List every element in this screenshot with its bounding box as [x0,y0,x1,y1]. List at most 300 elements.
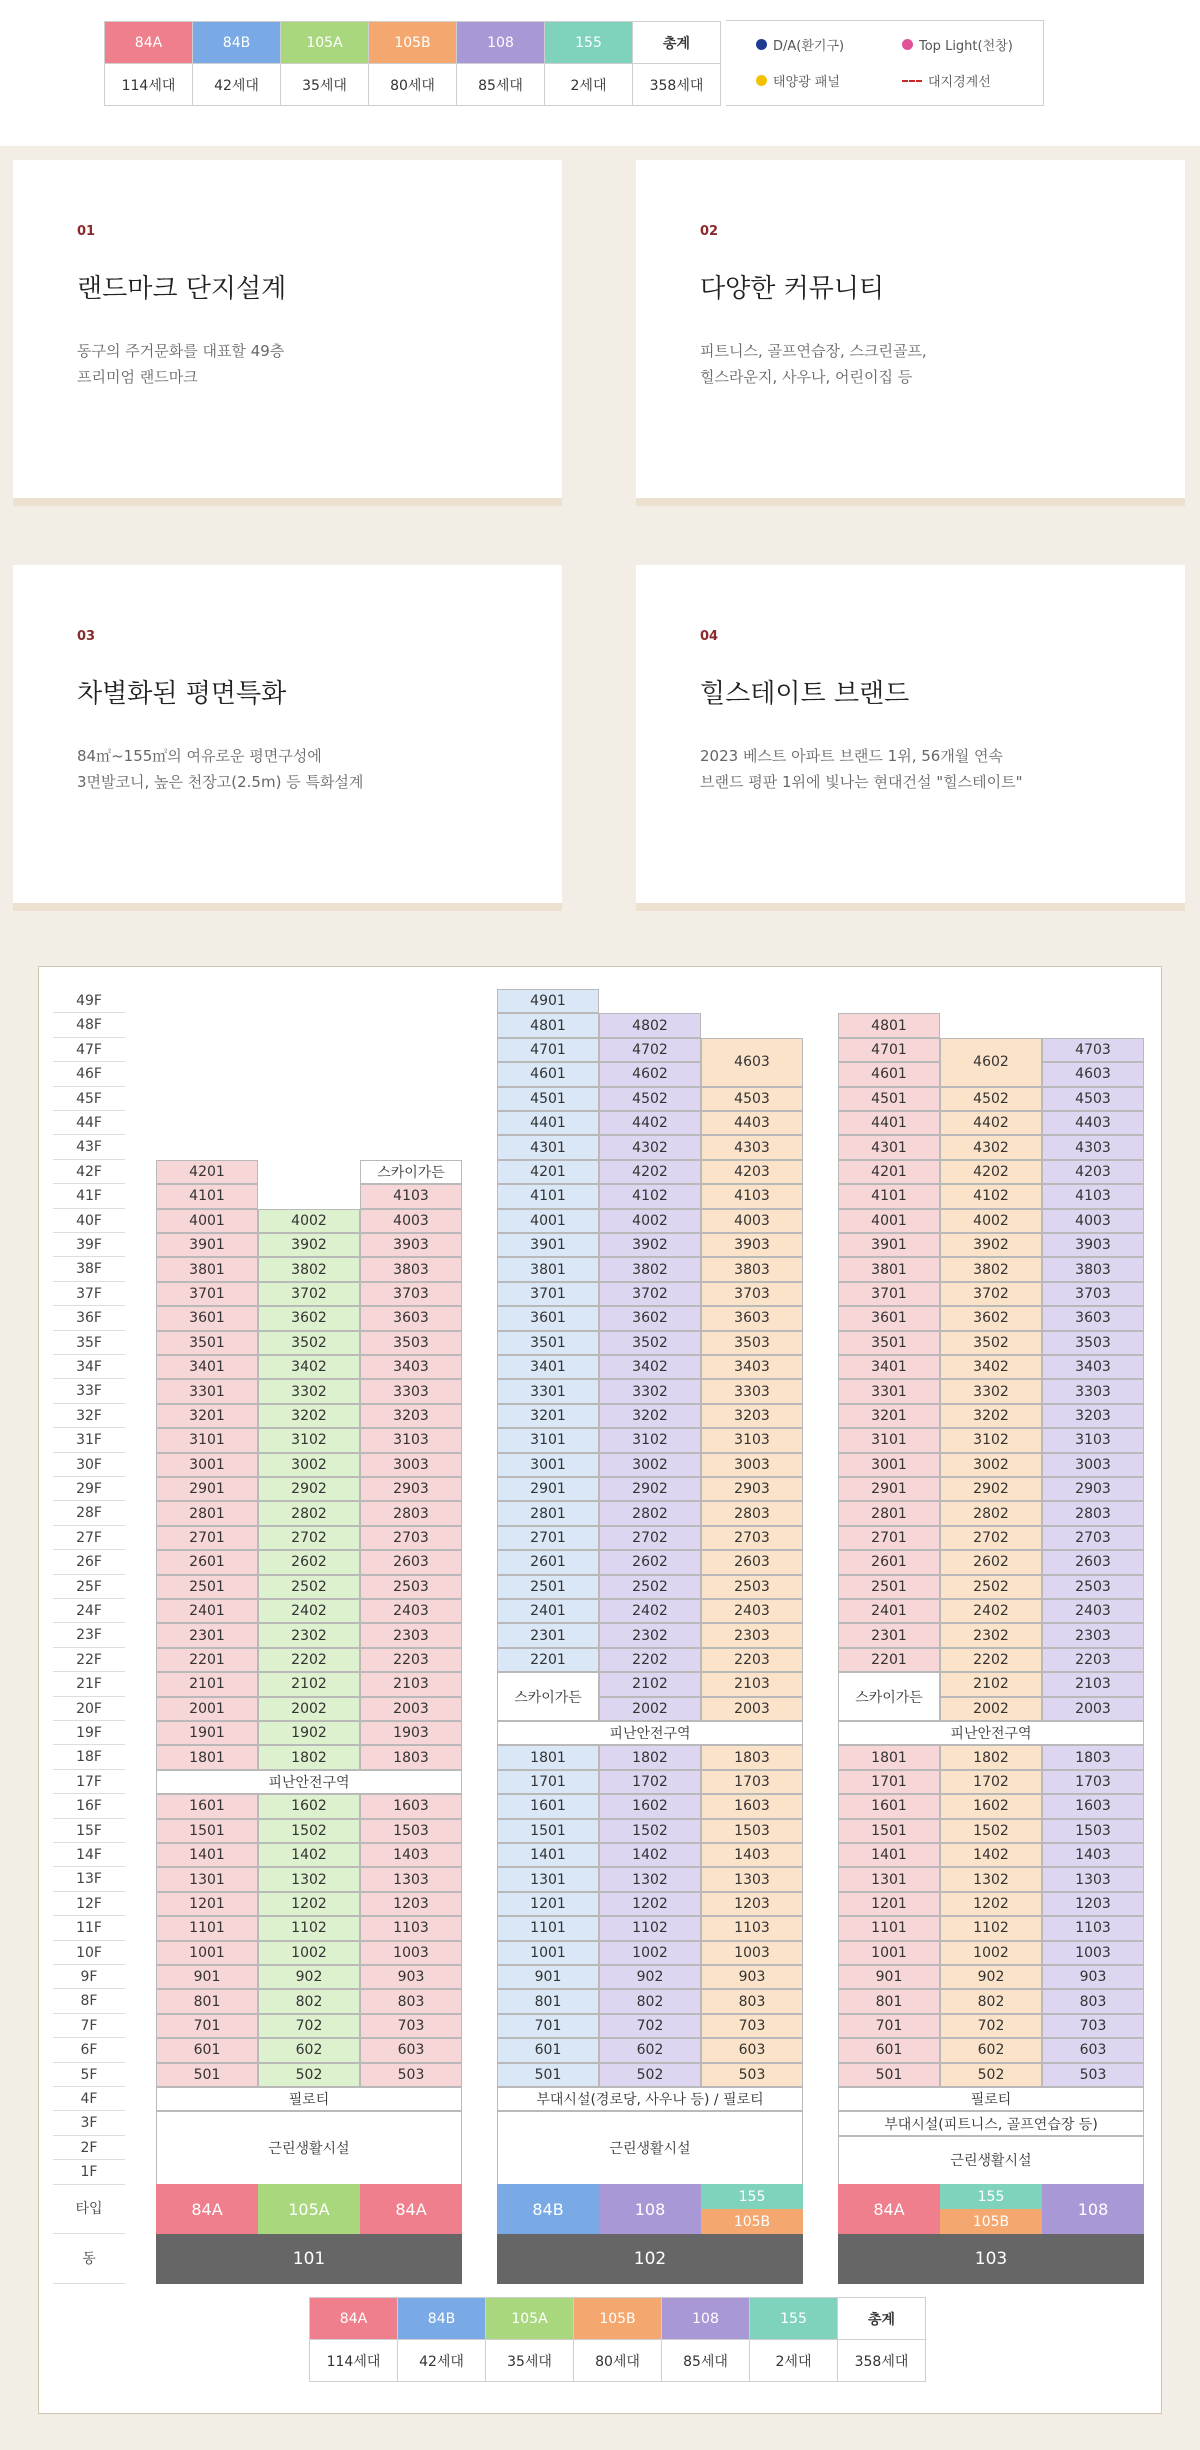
unit-cell: 3303 [360,1379,462,1403]
unit-cell: 2502 [258,1575,360,1599]
unit-cell: 1001 [156,1941,258,1965]
unit-cell: 502 [258,2063,360,2087]
unit-cell: 2303 [701,1623,803,1647]
unit-cell: 801 [497,1989,599,2013]
unit-cell: 4102 [940,1184,1042,1208]
unit-cell: 1701 [838,1770,940,1794]
floor-label: 29F [53,1477,125,1501]
unit-cell: 1601 [156,1794,258,1818]
unit-cell: 3101 [838,1428,940,1452]
type-cell-105B: 105B [940,2209,1042,2234]
unit-cell: 2901 [497,1477,599,1501]
floor-label: 44F [53,1111,125,1135]
feature-card [13,565,562,903]
unit-cell: 3203 [1042,1404,1144,1428]
unit-cell: 1403 [360,1843,462,1867]
feature-description-line: 동구의 주거문화를 대표할 49층 [77,342,285,360]
unit-cell: 3603 [360,1306,462,1330]
third-floor: 부대시설(피트니스, 골프연습장 등) [838,2111,1144,2135]
unit-cell: 4702 [599,1038,701,1062]
unit-cell: 3002 [258,1453,360,1477]
unit-cell: 3703 [1042,1282,1144,1306]
type-cell-105B: 105B [701,2209,803,2234]
unit-cell: 3902 [258,1233,360,1257]
unit-cell: 3003 [1042,1453,1144,1477]
legend-type-108: 108 [662,2298,750,2340]
floor-label: 19F [53,1721,125,1745]
unit-cell: 3303 [701,1379,803,1403]
unit-cell: 2701 [497,1526,599,1550]
marker-dot-icon [756,39,767,50]
feature-card [13,160,562,498]
unit-cell: 3903 [1042,1233,1144,1257]
unit-cell: 2501 [156,1575,258,1599]
unit-cell: 2403 [701,1599,803,1623]
unit-cell: 3601 [838,1306,940,1330]
unit-cell: 1502 [258,1819,360,1843]
unit-cell: 4002 [940,1209,1042,1233]
feature-title: 차별화된 평면특화 [77,679,287,709]
floor-label: 43F [53,1135,125,1159]
floor-label: 13F [53,1867,125,1891]
feature-description [77,338,537,390]
unit-cell: 4403 [1042,1111,1144,1135]
unit-cell: 4402 [940,1111,1042,1135]
refuge-zone: 피난안전구역 [838,1721,1144,1745]
unit-cell: 503 [1042,2063,1144,2087]
unit-cell: 2803 [1042,1501,1144,1525]
marker-label: 대지경계선 [928,75,991,90]
floor-label: 47F [53,1038,125,1062]
unit-cell: 2002 [599,1697,701,1721]
unit-cell: 2902 [258,1477,360,1501]
unit-cell: 4003 [1042,1209,1144,1233]
fourth-floor: 필로티 [156,2087,462,2111]
unit-cell: 1101 [156,1916,258,1940]
unit-cell: 3501 [838,1331,940,1355]
type-cell-155: 155 [940,2184,1042,2209]
floor-label: 33F [53,1379,125,1403]
unit-cell: 4003 [360,1209,462,1233]
unit-cell: 3503 [701,1331,803,1355]
unit-cell: 2202 [940,1648,1042,1672]
floor-label: 20F [53,1697,125,1721]
type-legend-table [104,21,721,106]
unit-cell: 2802 [599,1501,701,1525]
unit-cell: 3301 [497,1379,599,1403]
floor-label: 7F [53,2014,125,2038]
unit-cell: 3301 [156,1379,258,1403]
unit-cell: 1602 [258,1794,360,1818]
unit-cell: 602 [599,2038,701,2062]
unit-cell: 2201 [497,1648,599,1672]
unit-cell: 1801 [497,1745,599,1769]
marker-dot-icon [902,39,913,50]
floor-label: 17F [53,1770,125,1794]
unit-cell: 603 [701,2038,803,2062]
floor-label: 22F [53,1648,125,1672]
unit-cell: 802 [258,1989,360,2013]
type-cell-105A: 105A [258,2184,360,2234]
unit-cell: 4503 [1042,1087,1144,1111]
unit-cell: 4103 [360,1184,462,1208]
unit-cell: 603 [1042,2038,1144,2062]
floor-label: 34F [53,1355,125,1379]
unit-cell: 2802 [258,1501,360,1525]
unit-cell: 4002 [258,1209,360,1233]
floor-label: 45F [53,1087,125,1111]
dong-label: 103 [838,2234,1144,2284]
unit-cell: 3402 [258,1355,360,1379]
unit-cell: 1002 [599,1941,701,1965]
unit-cell: 3501 [156,1331,258,1355]
unit-cell: 3902 [599,1233,701,1257]
unit-cell: 4801 [838,1013,940,1037]
unit-cell: 2103 [360,1672,462,1696]
unit-cell: 2601 [838,1550,940,1574]
unit-cell: 703 [1042,2014,1144,2038]
unit-cell: 4601 [497,1062,599,1086]
unit-cell: 3703 [360,1282,462,1306]
unit-cell: 3801 [838,1257,940,1281]
unit-cell: 2003 [1042,1697,1144,1721]
unit-cell: 1401 [838,1843,940,1867]
unit-cell: 1802 [940,1745,1042,1769]
floor-label: 3F [53,2111,125,2135]
floor-label: 35F [53,1331,125,1355]
unit-cell: 1502 [940,1819,1042,1843]
marker-legend [726,20,1044,106]
unit-cell: 503 [701,2063,803,2087]
floor-label: 1F [53,2160,125,2184]
unit-cell: 4402 [599,1111,701,1135]
unit-cell: 3801 [497,1257,599,1281]
unit-cell: 3203 [360,1404,462,1428]
unit-cell: 2302 [258,1623,360,1647]
unit-cell: 2102 [940,1672,1042,1696]
unit-cell: 3701 [156,1282,258,1306]
unit-cell: 4301 [497,1135,599,1159]
unit-cell: 1902 [258,1721,360,1745]
unit-cell: 4102 [599,1184,701,1208]
floor-label: 32F [53,1404,125,1428]
unit-cell: 1702 [599,1770,701,1794]
unit-cell: 3502 [258,1331,360,1355]
unit-cell: 3601 [156,1306,258,1330]
unit-cell-merged: 4602 [940,1038,1042,1087]
unit-cell: 902 [599,1965,701,1989]
type-cell-84A: 84A [838,2184,940,2234]
legend-count-155: 2세대 [545,64,633,106]
unit-cell: 801 [156,1989,258,2013]
unit-cell: 2102 [258,1672,360,1696]
unit-cell: 2302 [599,1623,701,1647]
unit-cell: 1501 [838,1819,940,1843]
unit-cell: 2603 [701,1550,803,1574]
unit-cell: 2101 [156,1672,258,1696]
unit-cell: 4001 [838,1209,940,1233]
unit-cell: 501 [156,2063,258,2087]
retail-floors: 근린생활시설 [497,2111,803,2184]
unit-cell: 3603 [1042,1306,1144,1330]
unit-cell: 601 [497,2038,599,2062]
feature-description [77,743,537,795]
unit-cell: 2303 [360,1623,462,1647]
unit-cell: 3201 [156,1404,258,1428]
unit-cell: 1702 [940,1770,1042,1794]
floor-label: 6F [53,2038,125,2062]
unit-cell: 4603 [1042,1062,1144,1086]
unit-cell: 1403 [1042,1843,1144,1867]
unit-cell: 3202 [940,1404,1042,1428]
unit-cell: 2002 [940,1697,1042,1721]
unit-cell: 3802 [258,1257,360,1281]
legend-count-105B: 80세대 [369,64,457,106]
legend-type-105B: 105B [574,2298,662,2340]
unit-cell: 901 [156,1965,258,1989]
legend-count-row [310,2340,926,2382]
feature-description-line: 2023 베스트 아파트 브랜드 1위, 56개월 연속 [700,747,1004,765]
unit-cell: 2902 [599,1477,701,1501]
feature-description-line: 3면발코니, 높은 천장고(2.5m) 등 특화설계 [77,773,364,791]
marker-label: Top Light(천창) [919,39,1013,54]
unit-cell: 3001 [497,1453,599,1477]
legend-count-총계: 358세대 [633,64,721,106]
unit-cell: 702 [599,2014,701,2038]
unit-cell: 2003 [701,1697,803,1721]
unit-cell: 703 [701,2014,803,2038]
unit-cell: 503 [360,2063,462,2087]
unit-cell: 2703 [360,1526,462,1550]
unit-cell: 4201 [156,1160,258,1184]
unit-cell: 1802 [258,1745,360,1769]
unit-cell: 2503 [1042,1575,1144,1599]
unit-cell: 802 [940,1989,1042,2013]
unit-cell: 4101 [838,1184,940,1208]
sky-garden: 스카이가든 [360,1160,462,1184]
unit-cell: 802 [599,1989,701,2013]
unit-cell: 1801 [156,1745,258,1769]
unit-cell: 4802 [599,1013,701,1037]
unit-cell: 4701 [838,1038,940,1062]
type-cell-108: 108 [1042,2184,1144,2234]
floor-label: 28F [53,1501,125,1525]
unit-cell: 3402 [599,1355,701,1379]
unit-cell: 3403 [360,1355,462,1379]
unit-cell: 1703 [701,1770,803,1794]
unit-cell: 4203 [701,1160,803,1184]
unit-cell: 4502 [940,1087,1042,1111]
floor-label: 11F [53,1916,125,1940]
unit-cell: 4202 [599,1160,701,1184]
unit-cell: 2301 [497,1623,599,1647]
unit-cell: 1303 [701,1867,803,1891]
unit-cell: 3803 [1042,1257,1144,1281]
unit-cell: 2103 [1042,1672,1144,1696]
unit-cell: 4303 [701,1135,803,1159]
unit-cell: 1603 [360,1794,462,1818]
unit-cell: 1802 [599,1745,701,1769]
floor-label: 24F [53,1599,125,1623]
unit-cell: 2402 [599,1599,701,1623]
dong-label: 102 [497,2234,803,2284]
legend-count-105B: 80세대 [574,2340,662,2382]
unit-cell: 2603 [1042,1550,1144,1574]
unit-cell: 1301 [497,1867,599,1891]
feature-description-line: 84㎡~155㎡의 여유로운 평면구성에 [77,747,322,765]
unit-cell: 501 [497,2063,599,2087]
unit-cell: 1301 [838,1867,940,1891]
unit-cell: 3402 [940,1355,1042,1379]
marker-label: 태양광 패널 [773,75,840,90]
unit-cell: 2801 [838,1501,940,1525]
feature-description-line: 프리미엄 랜드마크 [77,368,198,386]
unit-cell: 4303 [1042,1135,1144,1159]
unit-cell: 3702 [599,1282,701,1306]
unit-cell: 601 [156,2038,258,2062]
unit-cell: 4503 [701,1087,803,1111]
unit-cell: 1703 [1042,1770,1144,1794]
feature-card [636,565,1185,903]
unit-cell: 1101 [838,1916,940,1940]
unit-cell: 3503 [360,1331,462,1355]
floor-label: 16F [53,1794,125,1818]
legend-type-108: 108 [457,22,545,64]
unit-cell: 1801 [838,1745,940,1769]
legend-count-row [105,64,721,106]
feature-description [700,743,1160,795]
unit-cell: 1302 [940,1867,1042,1891]
unit-cell: 4201 [497,1160,599,1184]
retail-floors: 근린생활시설 [156,2111,462,2184]
unit-cell: 2502 [599,1575,701,1599]
unit-cell: 3301 [838,1379,940,1403]
unit-cell: 3401 [838,1355,940,1379]
unit-cell: 3202 [258,1404,360,1428]
unit-cell: 4203 [1042,1160,1144,1184]
unit-cell: 3403 [1042,1355,1144,1379]
unit-cell: 1501 [497,1819,599,1843]
unit-cell: 4401 [497,1111,599,1135]
unit-cell: 2601 [156,1550,258,1574]
retail-floors: 근린생활시설 [838,2136,1144,2185]
marker-1 [902,35,1013,54]
floor-label: 23F [53,1623,125,1647]
unit-cell: 602 [258,2038,360,2062]
unit-cell: 4501 [497,1087,599,1111]
marker-2 [756,71,840,90]
floor-label: 21F [53,1672,125,1696]
legend-type-84B: 84B [193,22,281,64]
unit-cell: 4001 [497,1209,599,1233]
unit-cell: 701 [156,2014,258,2038]
unit-cell: 2801 [497,1501,599,1525]
unit-cell: 3502 [940,1331,1042,1355]
legend-type-105A: 105A [486,2298,574,2340]
unit-cell: 3403 [701,1355,803,1379]
feature-number: 02 [700,224,719,239]
unit-cell: 2102 [599,1672,701,1696]
unit-cell: 3702 [940,1282,1042,1306]
unit-cell: 1402 [258,1843,360,1867]
unit-cell: 901 [497,1965,599,1989]
unit-cell: 3101 [497,1428,599,1452]
unit-cell: 3701 [497,1282,599,1306]
unit-cell: 1602 [940,1794,1042,1818]
unit-cell: 1503 [360,1819,462,1843]
floor-label: 38F [53,1257,125,1281]
unit-cell: 1003 [1042,1941,1144,1965]
unit-cell: 1102 [940,1916,1042,1940]
unit-cell: 902 [940,1965,1042,1989]
unit-cell: 2302 [940,1623,1042,1647]
legend-type-총계: 총계 [838,2298,926,2340]
unit-cell: 903 [701,1965,803,1989]
unit-cell: 2901 [156,1477,258,1501]
legend-type-105A: 105A [281,22,369,64]
type-cell-84A: 84A [360,2184,462,2234]
legend-count-84B: 42세대 [398,2340,486,2382]
unit-cell: 2503 [360,1575,462,1599]
unit-cell: 1503 [701,1819,803,1843]
unit-cell: 2402 [940,1599,1042,1623]
unit-cell: 2103 [701,1672,803,1696]
unit-cell: 2301 [156,1623,258,1647]
legend-type-총계: 총계 [633,22,721,64]
marker-dot-icon [756,75,767,86]
dong-row-label: 동 [53,2234,125,2284]
unit-cell: 1302 [599,1867,701,1891]
unit-cell: 4602 [599,1062,701,1086]
floor-label: 31F [53,1428,125,1452]
unit-cell: 1402 [940,1843,1042,1867]
unit-cell: 1701 [497,1770,599,1794]
unit-cell: 1002 [258,1941,360,1965]
unit-cell: 1501 [156,1819,258,1843]
unit-cell: 1203 [1042,1892,1144,1916]
feature-description [700,338,1160,390]
legend-count-84A: 114세대 [105,64,193,106]
unit-cell: 2203 [701,1648,803,1672]
floor-label: 18F [53,1745,125,1769]
unit-cell: 601 [838,2038,940,2062]
unit-cell: 2903 [1042,1477,1144,1501]
unit-cell: 1803 [701,1745,803,1769]
unit-cell: 1502 [599,1819,701,1843]
unit-cell: 4301 [838,1135,940,1159]
unit-cell: 3001 [156,1453,258,1477]
unit-cell: 4502 [599,1087,701,1111]
unit-cell: 3203 [701,1404,803,1428]
floor-label: 4F [53,2087,125,2111]
unit-cell: 2503 [701,1575,803,1599]
unit-cell: 3602 [258,1306,360,1330]
floor-label: 42F [53,1160,125,1184]
floor-label: 46F [53,1062,125,1086]
floor-label: 26F [53,1550,125,1574]
unit-cell: 1601 [497,1794,599,1818]
unit-cell: 3702 [258,1282,360,1306]
legend-count-105A: 35세대 [486,2340,574,2382]
unit-cell: 1401 [497,1843,599,1867]
unit-cell: 2002 [258,1697,360,1721]
unit-cell: 2803 [360,1501,462,1525]
unit-cell: 4703 [1042,1038,1144,1062]
unit-cell: 1102 [258,1916,360,1940]
unit-cell: 3401 [497,1355,599,1379]
unit-cell: 3201 [838,1404,940,1428]
refuge-zone: 피난안전구역 [497,1721,803,1745]
